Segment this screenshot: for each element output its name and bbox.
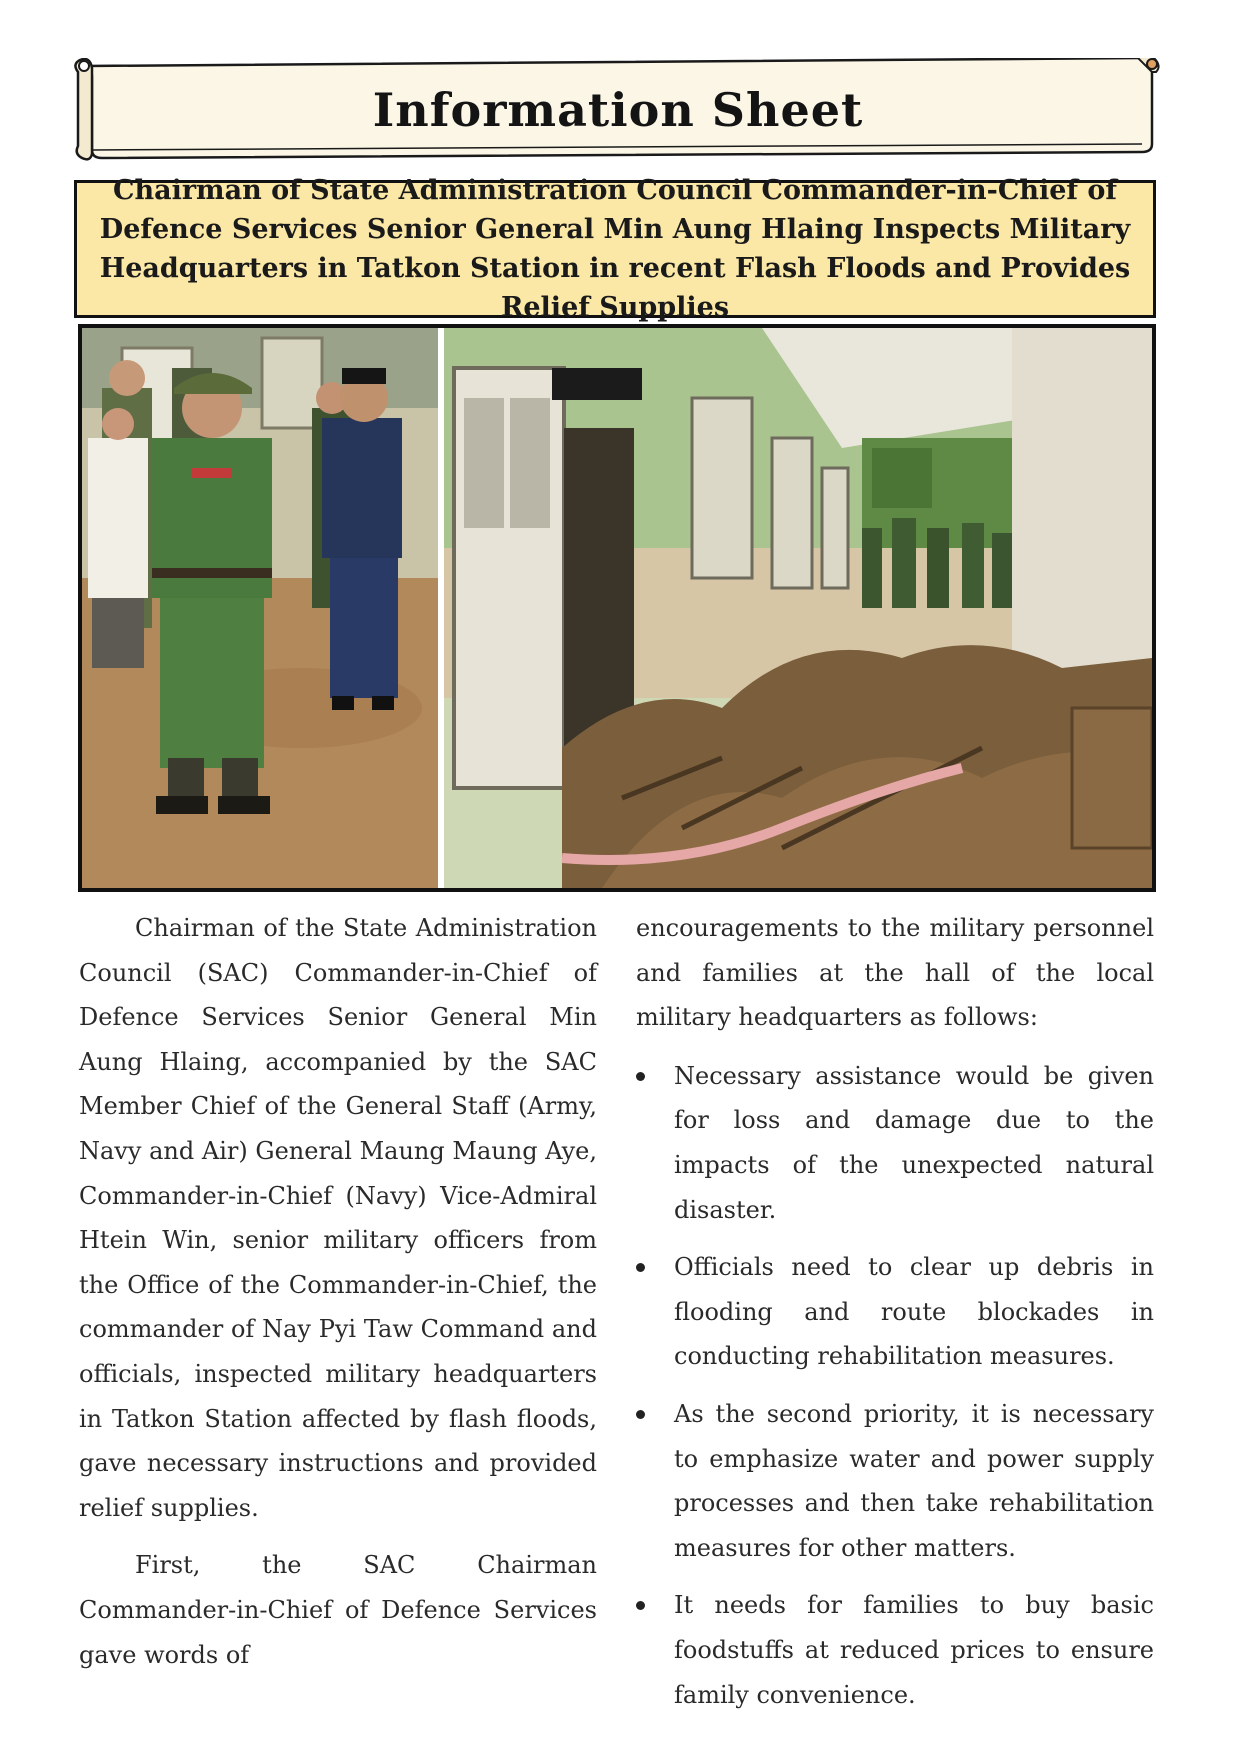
list-item [636,1245,1154,1379]
list-item [636,1392,1154,1570]
title-banner [72,58,1164,162]
bullet-icon [636,1410,645,1419]
bullet-icon [636,1263,645,1272]
list-item [636,1054,1154,1232]
list-item-text: It needs for families to buy basic foodstuffs at reduced prices to ensure family convenience. [674,1591,1154,1709]
left-column [79,906,597,1677]
body-paragraph: Chairman of the State Administration Council (SAC) Commander-in-Chief of Defence Services Senior General Min Aung Hlaing, accompanied by the SAC Member Chief of the General Staff (Army, Navy and Air) General Maung Maung Aye, Commander-in-Chief (Navy) Vice-Admiral Htein Win, senior military officers from the Office of the Commander-in-Chief, the commander of Nay Pyi Taw Command and officials, inspected military headquarters in Tatkon Station affected by flash floods, gave necessary instructions and provided relief supplies. [79,914,597,1522]
photo-illustration [82,328,1152,888]
instructions-list [636,1054,1154,1717]
body-paragraph: encouragements to the military personnel and families at the hall of the local military headquarters as follows: [636,914,1154,1032]
bullet-icon [636,1072,645,1081]
news-photo [78,324,1156,892]
list-item [636,1583,1154,1717]
photo-left-scene [82,328,442,888]
headline-box: Chairman of State Administration Council Commander-in-Chief of Defence Services Senior General Min Aung Hlaing Inspects Military Headquarters in Tatkon Station in recent Flash Floods and Provides Relief Supplies [74,180,1156,318]
body-paragraph: First, the SAC Chairman Commander-in-Chief of Defence Services gave words of [79,1551,597,1669]
photo-right-scene [442,328,1152,888]
list-item-text: Necessary assistance would be given for loss and damage due to the impacts of the unexpected natural disaster. [674,1061,1154,1224]
right-column [636,906,1154,1730]
list-item-text: Officials need to clear up debris in flooding and route blockades in conducting rehabilitation measures. [674,1253,1154,1371]
page-title: Information Sheet [372,83,864,137]
bullet-icon [636,1601,645,1610]
list-item-text: As the second priority, it is necessary to emphasize water and power supply processes and then take rehabilitation measures for other matters. [674,1399,1154,1562]
